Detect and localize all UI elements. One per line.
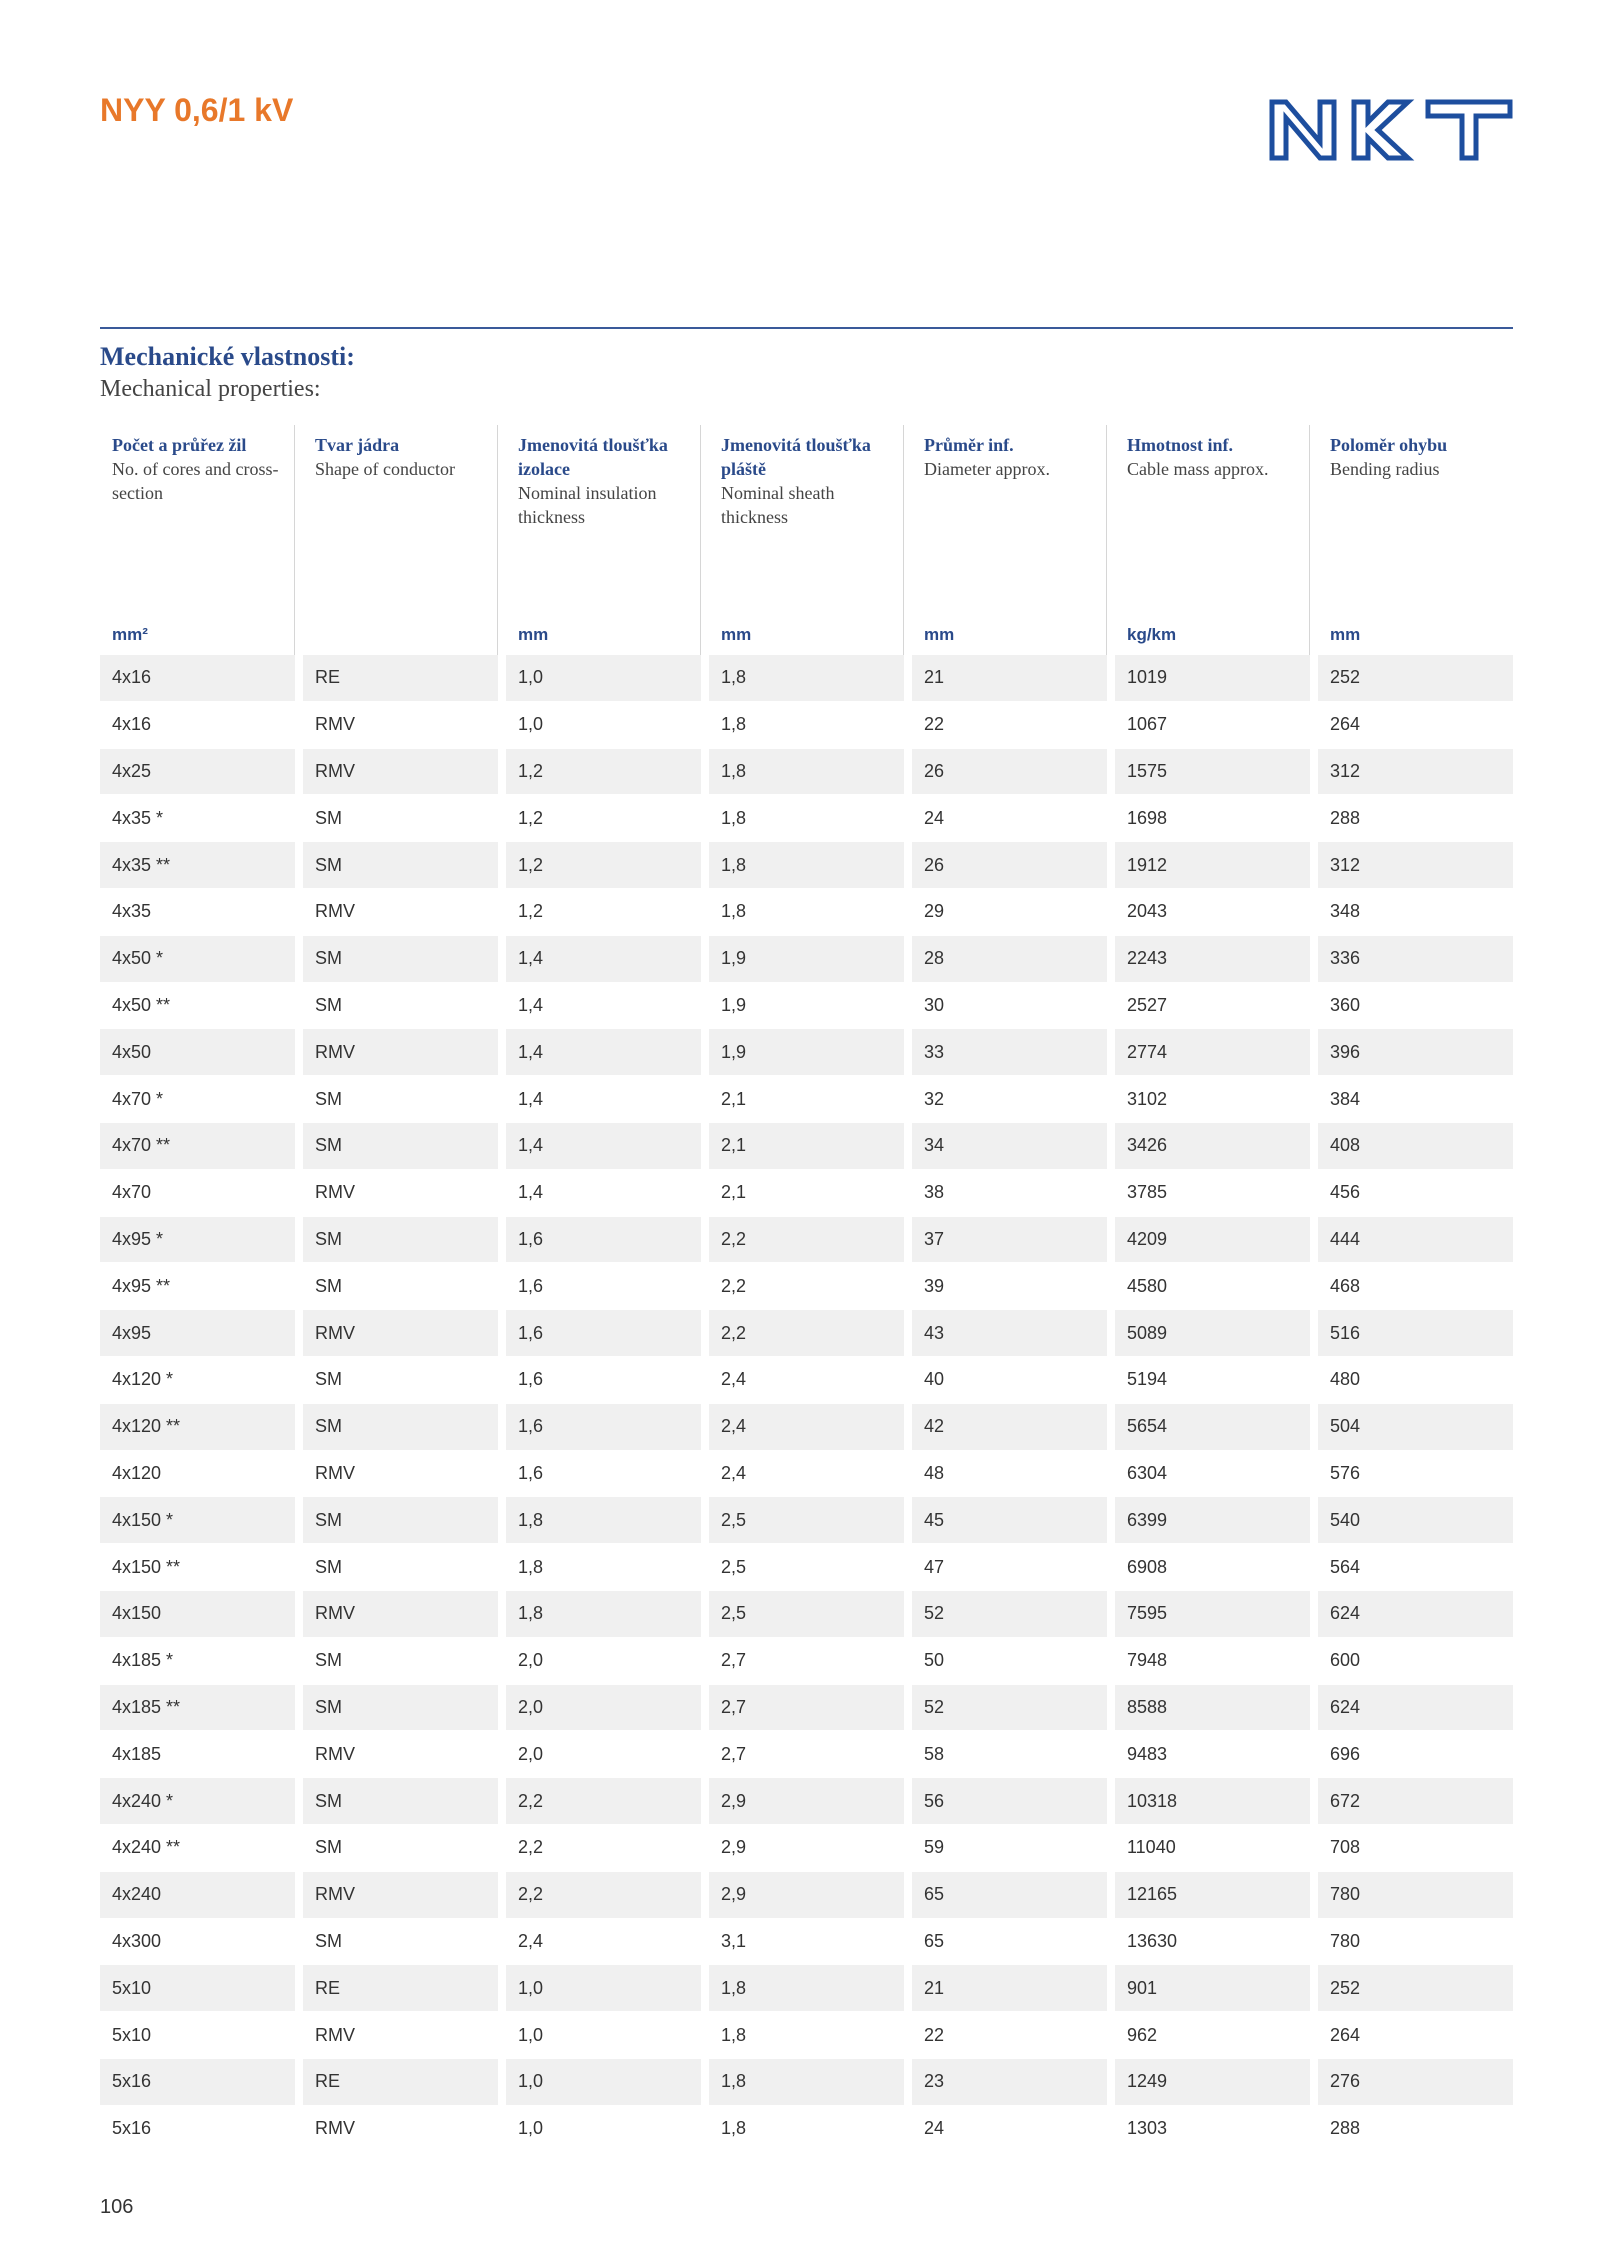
table-cell: 39 [912,1263,1107,1310]
table-cell: 1,0 [506,2106,701,2153]
table-cell: 1,0 [506,2012,701,2059]
column-header-cz: Počet a průřez žil [112,435,247,455]
table-cell: 2,2 [506,1872,701,1919]
table-cell: 59 [912,1825,1107,1872]
table-cell: 624 [1318,1591,1513,1638]
table-cell: 348 [1318,889,1513,936]
column-header [912,425,1107,655]
table-cell: 24 [912,795,1107,842]
table-cell: 1,9 [709,983,904,1030]
table-cell: RMV [303,749,498,796]
table-cell: 4x16 [100,655,295,702]
table-cell: 34 [912,1123,1107,1170]
table-row [100,2012,1513,2059]
table-cell: 4x185 [100,1731,295,1778]
table-cell: 1,0 [506,702,701,749]
table-cell: 1,8 [506,1591,701,1638]
table-row [100,936,1513,983]
table-cell: 1,4 [506,1029,701,1076]
table-cell: 1,8 [709,1965,904,2012]
table-row [100,1310,1513,1357]
table-cell: 2,0 [506,1685,701,1732]
table-cell: 288 [1318,2106,1513,2153]
table-cell: 1,8 [709,702,904,749]
table-cell: 33 [912,1029,1107,1076]
table-cell: 1,4 [506,1076,701,1123]
table-cell: 4x35 ** [100,842,295,889]
page-number: 106 [100,2196,134,2218]
table-row [100,1919,1513,1966]
table-cell: 1,8 [709,2106,904,2153]
table-cell: 252 [1318,655,1513,702]
table-cell: 1,0 [506,2059,701,2106]
table-cell: 56 [912,1778,1107,1825]
column-header-en: No. of cores and cross-section [112,459,279,503]
column-header-en: Diameter approx. [924,459,1050,479]
table-cell: 540 [1318,1497,1513,1544]
table-row [100,1685,1513,1732]
table-cell: 4x50 * [100,936,295,983]
table-cell: 2,1 [709,1170,904,1217]
column-header-cz: Hmotnost inf. [1127,435,1234,455]
table-cell: RMV [303,702,498,749]
table-cell: 52 [912,1591,1107,1638]
table-cell: 1,4 [506,983,701,1030]
table-cell: SM [303,1685,498,1732]
table-cell: 3426 [1115,1123,1310,1170]
table-cell: 708 [1318,1825,1513,1872]
table-row [100,655,1513,702]
table-cell: 4x150 [100,1591,295,1638]
table-cell: 396 [1318,1029,1513,1076]
column-header [1115,425,1310,655]
table-cell: 1,2 [506,795,701,842]
table-cell: 1,8 [709,842,904,889]
table-cell: 65 [912,1872,1107,1919]
table-cell: 780 [1318,1872,1513,1919]
table-cell: SM [303,936,498,983]
table-row [100,1357,1513,1404]
table-cell: 384 [1318,1076,1513,1123]
table-row [100,1872,1513,1919]
table-cell: 4x70 ** [100,1123,295,1170]
table-cell: 5x10 [100,1965,295,2012]
table-row [100,1217,1513,1264]
table-cell: RE [303,1965,498,2012]
table-row [100,795,1513,842]
table-cell: RMV [303,1170,498,1217]
table-cell: 1067 [1115,702,1310,749]
column-header-cz: Poloměr ohybu [1330,435,1448,455]
table-cell: SM [303,1076,498,1123]
table-cell: 600 [1318,1638,1513,1685]
table-row [100,1263,1513,1310]
table-cell: RMV [303,2106,498,2153]
table-cell: 360 [1318,983,1513,1030]
table-cell: 1,6 [506,1263,701,1310]
mechanical-properties-table [100,425,1513,2153]
table-cell: 6304 [1115,1451,1310,1498]
table-cell: 6908 [1115,1544,1310,1591]
table-cell: 780 [1318,1919,1513,1966]
table-row [100,2059,1513,2106]
table-cell: SM [303,1778,498,1825]
table-cell: 264 [1318,702,1513,749]
table-row [100,1029,1513,1076]
table-cell: 4x16 [100,702,295,749]
table-cell: SM [303,1919,498,1966]
table-row [100,1591,1513,1638]
table-cell: 5x16 [100,2106,295,2153]
table-cell: 1,6 [506,1404,701,1451]
table-cell: 1,6 [506,1451,701,1498]
table-row [100,1076,1513,1123]
column-unit: mm² [112,625,148,644]
table-cell: 5x10 [100,2012,295,2059]
table-cell: 37 [912,1217,1107,1264]
table-cell: 4x70 * [100,1076,295,1123]
table-cell: 1,8 [709,655,904,702]
column-header-cz: Průměr inf. [924,435,1014,455]
table-cell: 2,9 [709,1872,904,1919]
table-cell: 2,1 [709,1076,904,1123]
nkt-logo-icon [1268,98,1514,162]
table-cell: 264 [1318,2012,1513,2059]
table-cell: SM [303,1404,498,1451]
table-cell: 47 [912,1544,1107,1591]
table-cell: 1,4 [506,1170,701,1217]
table-cell: 576 [1318,1451,1513,1498]
table-row [100,889,1513,936]
table-row [100,1544,1513,1591]
table-cell: 4x185 ** [100,1685,295,1732]
table-cell: 2527 [1115,983,1310,1030]
table-cell: 2,4 [709,1357,904,1404]
table-cell: 1019 [1115,655,1310,702]
table-cell: 8588 [1115,1685,1310,1732]
table-cell: 2,7 [709,1685,904,1732]
table-cell: 1698 [1115,795,1310,842]
table-cell: 4x150 * [100,1497,295,1544]
table-cell: SM [303,842,498,889]
table-cell: 2774 [1115,1029,1310,1076]
section-divider [100,327,1513,329]
table-cell: 4x35 * [100,795,295,842]
column-header [1318,425,1513,655]
table-cell: 2,0 [506,1638,701,1685]
table-cell: 32 [912,1076,1107,1123]
table-cell: 4x240 [100,1872,295,1919]
table-cell: RE [303,2059,498,2106]
column-unit: mm [518,625,549,644]
column-header-cz: Jmenovitá tloušťka pláště [721,435,871,479]
table-row [100,1825,1513,1872]
column-header-cz: Tvar jádra [315,435,400,455]
table-cell: 1303 [1115,2106,1310,2153]
table-cell: 4x150 ** [100,1544,295,1591]
table-cell: 4x240 ** [100,1825,295,1872]
table-cell: 7595 [1115,1591,1310,1638]
table-cell: 1,2 [506,842,701,889]
table-cell: 4x300 [100,1919,295,1966]
table-cell: 312 [1318,749,1513,796]
table-cell: 26 [912,749,1107,796]
table-cell: RMV [303,1591,498,1638]
column-unit: kg/km [1127,625,1177,644]
table-cell: 1,6 [506,1217,701,1264]
table-cell: 4x50 ** [100,983,295,1030]
table-cell: 3,1 [709,1919,904,1966]
table-cell: 408 [1318,1123,1513,1170]
table-cell: 5089 [1115,1310,1310,1357]
table-cell: 1,8 [709,795,904,842]
table-cell: SM [303,1357,498,1404]
column-header [303,425,498,655]
table-cell: 26 [912,842,1107,889]
table-cell: SM [303,1123,498,1170]
table-cell: 2,5 [709,1591,904,1638]
table-cell: RMV [303,1310,498,1357]
table-cell: 252 [1318,1965,1513,2012]
table-cell: 1,4 [506,936,701,983]
table-cell: 624 [1318,1685,1513,1732]
table-cell: 564 [1318,1544,1513,1591]
table-cell: 24 [912,2106,1107,2153]
column-header-en: Nominal sheath thickness [721,483,835,527]
table-cell: 480 [1318,1357,1513,1404]
column-header-cz: Jmenovitá tloušťka izolace [518,435,668,479]
table-cell: 65 [912,1919,1107,1966]
table-cell: 3785 [1115,1170,1310,1217]
table-cell: 1575 [1115,749,1310,796]
table-row [100,1778,1513,1825]
table-cell: 1,8 [506,1544,701,1591]
table-cell: 7948 [1115,1638,1310,1685]
column-header [709,425,904,655]
table-cell: 4x120 * [100,1357,295,1404]
table-cell: 2243 [1115,936,1310,983]
table-row [100,842,1513,889]
table-cell: 4x25 [100,749,295,796]
table-cell: 6399 [1115,1497,1310,1544]
table-cell: 1,2 [506,749,701,796]
table-cell: 1249 [1115,2059,1310,2106]
table-cell: 11040 [1115,1825,1310,1872]
column-unit: mm [924,625,955,644]
column-header-en: Shape of conductor [315,459,455,479]
table-cell: 4x50 [100,1029,295,1076]
table-cell: 2,9 [709,1778,904,1825]
table-cell: 5654 [1115,1404,1310,1451]
table-cell: 456 [1318,1170,1513,1217]
table-cell: 43 [912,1310,1107,1357]
table-cell: SM [303,1544,498,1591]
table-cell: 2,2 [709,1263,904,1310]
table-cell: 1,6 [506,1310,701,1357]
nkt-logo [1268,98,1514,162]
table-cell: 4580 [1115,1263,1310,1310]
column-header [506,425,701,655]
table-cell: 468 [1318,1263,1513,1310]
page-title: NYY 0,6/1 kV [100,92,294,128]
table-cell: 1,4 [506,1123,701,1170]
column-header-en: Bending radius [1330,459,1440,479]
table-cell: 1,8 [709,749,904,796]
table-cell: 2,7 [709,1638,904,1685]
table-cell: 28 [912,936,1107,983]
table-cell: 2,7 [709,1731,904,1778]
table-cell: 312 [1318,842,1513,889]
table-header [100,425,1513,655]
table-cell: 12165 [1115,1872,1310,1919]
table-cell: 1,8 [709,2059,904,2106]
table-cell: 4x120 ** [100,1404,295,1451]
table-cell: 2,2 [506,1778,701,1825]
table-cell: 52 [912,1685,1107,1732]
table-row [100,749,1513,796]
table-row [100,983,1513,1030]
table-cell: 22 [912,2012,1107,2059]
table-cell: 336 [1318,936,1513,983]
table-cell: SM [303,1825,498,1872]
table-cell: 504 [1318,1404,1513,1451]
table-cell: SM [303,1638,498,1685]
table-cell: 962 [1115,2012,1310,2059]
table-cell: RMV [303,1872,498,1919]
table-row [100,1170,1513,1217]
table-cell: 4209 [1115,1217,1310,1264]
table-cell: 50 [912,1638,1107,1685]
table-cell: 13630 [1115,1919,1310,1966]
table-cell: 45 [912,1497,1107,1544]
table-cell: 1,0 [506,655,701,702]
table-cell: 3102 [1115,1076,1310,1123]
table-cell: RE [303,655,498,702]
table-cell: SM [303,1497,498,1544]
table-cell: 1,8 [709,889,904,936]
table-cell: 1,8 [709,2012,904,2059]
table-cell: 672 [1318,1778,1513,1825]
column-unit: mm [721,625,752,644]
table-row [100,1731,1513,1778]
table-cell: 4x95 ** [100,1263,295,1310]
table-row [100,702,1513,749]
table-cell: 40 [912,1357,1107,1404]
table-cell: 5x16 [100,2059,295,2106]
table-row [100,1123,1513,1170]
table-cell: SM [303,795,498,842]
table-cell: 21 [912,1965,1107,2012]
table-cell: 2,4 [709,1451,904,1498]
table-cell: 1912 [1115,842,1310,889]
table-cell: 58 [912,1731,1107,1778]
table-cell: 9483 [1115,1731,1310,1778]
table-row [100,1404,1513,1451]
section-subtitle: Mechanical properties: [100,376,321,402]
table-cell: 4x70 [100,1170,295,1217]
table-cell: RMV [303,1731,498,1778]
table-row [100,1638,1513,1685]
table-cell: 1,2 [506,889,701,936]
table-cell: 901 [1115,1965,1310,2012]
table-cell: 4x240 * [100,1778,295,1825]
table-cell: SM [303,1263,498,1310]
table-cell: 48 [912,1451,1107,1498]
table-row [100,1497,1513,1544]
column-header-en: Nominal insulation thickness [518,483,657,527]
table-cell: 2,5 [709,1497,904,1544]
table-cell: 2043 [1115,889,1310,936]
table-cell: 1,9 [709,936,904,983]
table-cell: 38 [912,1170,1107,1217]
table-cell: 4x35 [100,889,295,936]
table-cell: RMV [303,889,498,936]
table-cell: 2,9 [709,1825,904,1872]
table-cell: 2,2 [709,1310,904,1357]
table-cell: 696 [1318,1731,1513,1778]
table-cell: 4x185 * [100,1638,295,1685]
table-cell: RMV [303,1451,498,1498]
table-cell: 4x95 [100,1310,295,1357]
table-cell: SM [303,983,498,1030]
table-cell: 29 [912,889,1107,936]
table-row [100,1965,1513,2012]
table-cell: 21 [912,655,1107,702]
table-cell: 276 [1318,2059,1513,2106]
table-cell: 2,2 [506,1825,701,1872]
table-cell: 1,6 [506,1357,701,1404]
table-cell: 2,4 [506,1919,701,1966]
table-cell: RMV [303,2012,498,2059]
table-cell: 2,0 [506,1731,701,1778]
table-cell: 288 [1318,795,1513,842]
table-cell: RMV [303,1029,498,1076]
table-cell: 2,1 [709,1123,904,1170]
table-cell: 1,8 [506,1497,701,1544]
table-cell: 4x95 * [100,1217,295,1264]
table-cell: 516 [1318,1310,1513,1357]
table-cell: SM [303,1217,498,1264]
table-cell: 1,0 [506,1965,701,2012]
column-header [100,425,295,655]
table-row [100,2106,1513,2153]
table-cell: 444 [1318,1217,1513,1264]
table-row [100,1451,1513,1498]
table-cell: 2,4 [709,1404,904,1451]
table-cell: 4x120 [100,1451,295,1498]
section-title: Mechanické vlastnosti: [100,342,355,371]
table-cell: 10318 [1115,1778,1310,1825]
table-cell: 1,9 [709,1029,904,1076]
table-cell: 23 [912,2059,1107,2106]
table-cell: 30 [912,983,1107,1030]
column-header-en: Cable mass approx. [1127,459,1269,479]
table-body [100,655,1513,2153]
column-unit: mm [1330,625,1361,644]
table-cell: 22 [912,702,1107,749]
table-cell: 2,5 [709,1544,904,1591]
table-cell: 2,2 [709,1217,904,1264]
table-cell: 5194 [1115,1357,1310,1404]
table-cell: 42 [912,1404,1107,1451]
